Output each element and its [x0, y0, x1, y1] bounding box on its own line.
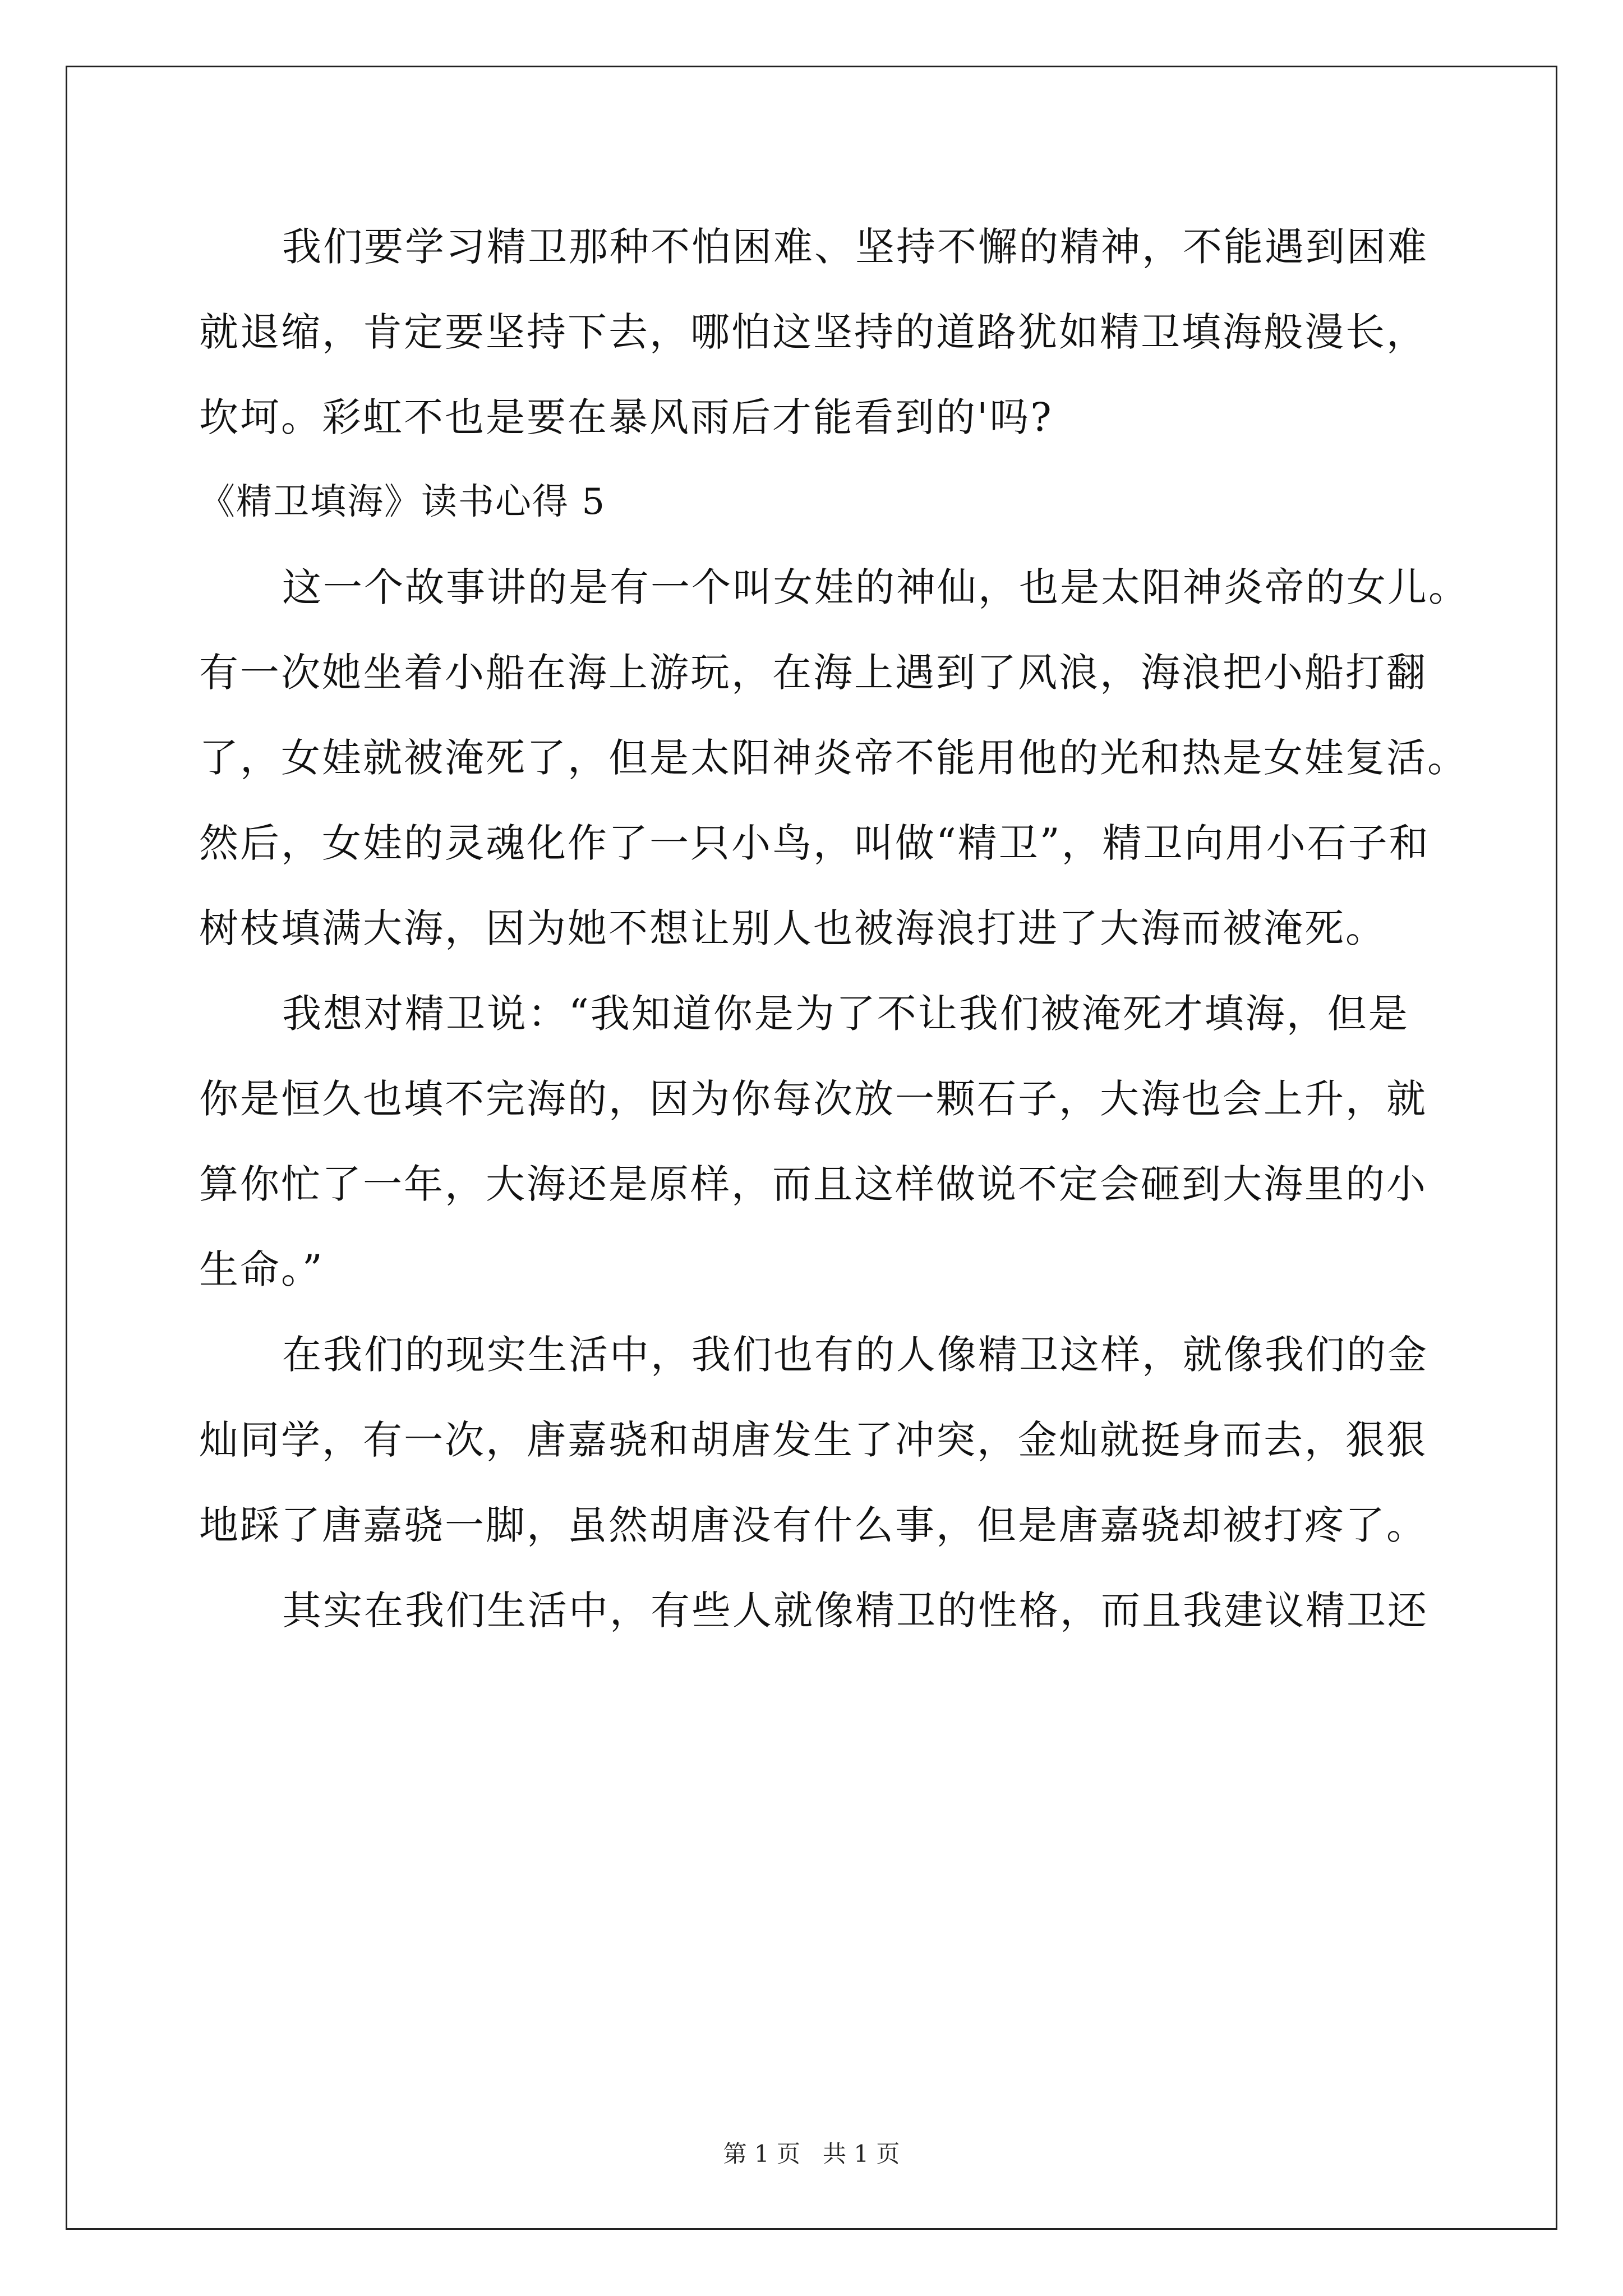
paragraph-line: 生命。” — [199, 1246, 324, 1292]
page-total: 共 1 页 — [823, 2140, 900, 2168]
page-number: 第 1 页 — [723, 2140, 800, 2168]
paragraph-line: 树枝填满大海，因为她不想让别人也被海浪打进了大海而被淹死。 — [199, 905, 1386, 951]
paragraph-line: 灿同学，有一次，唐嘉骁和胡唐发生了冲突，金灿就挺身而去，狠狠 — [199, 1417, 1427, 1463]
paragraph-line: 其实在我们生活中，有些人就像精卫的性格，而且我建议精卫还 — [282, 1588, 1428, 1634]
section-heading: 《精卫填海》读书心得 5 — [199, 481, 606, 523]
paragraph-line: 算你忙了一年，大海还是原样，而且这样做说不定会砸到大海里的小 — [199, 1161, 1427, 1207]
paragraph-line: 然后，女娃的灵魂化作了一只小鸟，叫做“精卫”，精卫向用小石子和 — [199, 820, 1430, 866]
paragraph-line: 我想对精卫说：“我知道你是为了不让我们被淹死才填海，但是 — [282, 991, 1409, 1037]
paragraph-line: 了，女娃就被淹死了，但是太阳神炎帝不能用他的光和热是女娃复活。 — [199, 735, 1468, 781]
paragraph-line: 坎坷。彩虹不也是要在暴风雨后才能看到的'吗? — [199, 394, 1053, 440]
paragraph-line: 有一次她坐着小船在海上游玩，在海上遇到了风浪，海浪把小船打翻 — [199, 650, 1427, 696]
page-footer — [0, 2140, 1623, 2168]
page-border — [66, 66, 1557, 2230]
paragraph-line: 这一个故事讲的是有一个叫女娃的神仙，也是太阳神炎帝的女儿。 — [282, 564, 1469, 610]
paragraph-line: 我们要学习精卫那种不怕困难、坚持不懈的精神，不能遇到困难 — [282, 224, 1428, 270]
paragraph-line: 地踩了唐嘉骁一脚，虽然胡唐没有什么事，但是唐嘉骁却被打疼了。 — [199, 1502, 1427, 1548]
paragraph-line: 在我们的现实生活中，我们也有的人像精卫这样，就像我们的金 — [282, 1332, 1428, 1378]
paragraph-line: 就退缩，肯定要坚持下去，哪怕这坚持的道路犹如精卫填海般漫长， — [199, 309, 1427, 355]
paragraph-line: 你是恒久也填不完海的，因为你每次放一颗石子，大海也会上升，就 — [199, 1076, 1427, 1122]
